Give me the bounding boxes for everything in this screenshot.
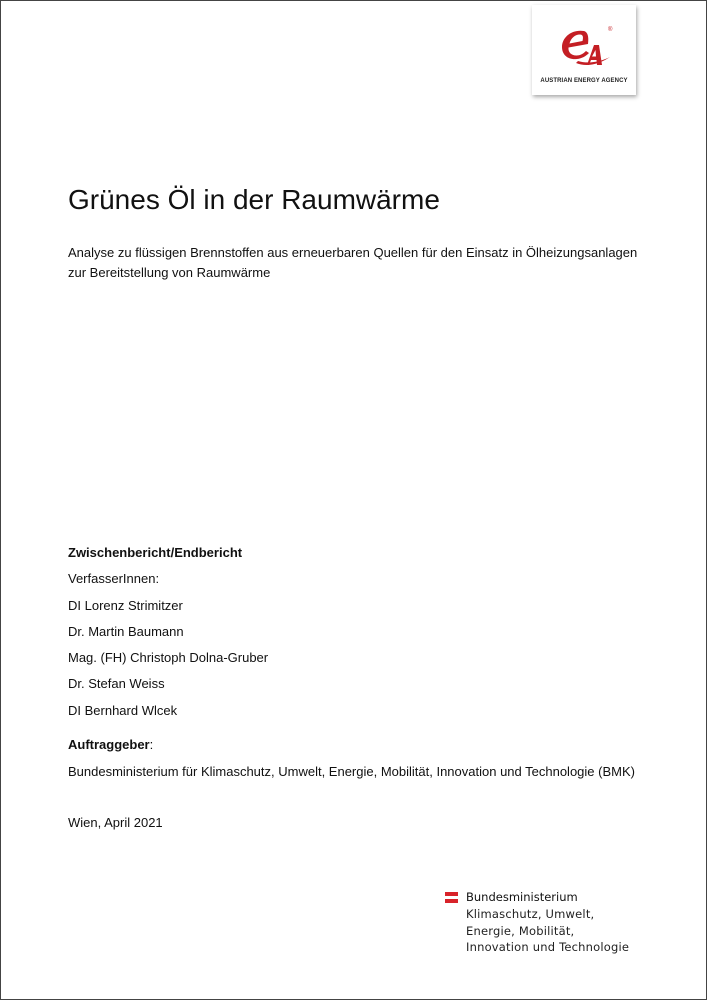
client-colon: :: [149, 737, 154, 752]
place-date: Wien, April 2021: [68, 815, 163, 830]
report-type: Zwischenbericht/Endbericht: [68, 545, 243, 560]
report-title: Grünes Öl in der Raumwärme: [68, 184, 440, 215]
author-item: DI Lorenz Strimitzer: [68, 598, 183, 613]
report-subtitle: Analyse zu flüssigen Brennstoffen aus erneuerbaren Quellen für den Einsatz in Ölheizungsanlagen zur Bereitstellung von Raumwärme: [68, 245, 638, 280]
austrian-energy-agency-logo: [532, 5, 636, 95]
ministry-line: Energie, Mobilität,: [466, 924, 575, 938]
author-item: DI Bernhard Wlcek: [68, 703, 178, 718]
logo-caption: AUSTRIAN ENERGY AGENCY: [540, 78, 628, 84]
author-item: Dr. Stefan Weiss: [68, 676, 165, 691]
ministry-line: Innovation und Technologie: [466, 940, 630, 954]
client-label: Auftraggeber: [68, 737, 150, 752]
client-name: Bundesministerium für Klimaschutz, Umwelt, Energie, Mobilität, Innovation und Technologie (BMK): [68, 764, 635, 779]
client-heading: [68, 737, 153, 752]
authors-label: VerfasserInnen:: [68, 571, 160, 586]
author-item: Dr. Martin Baumann: [68, 624, 184, 639]
author-item: Mag. (FH) Christoph Dolna-Gruber: [68, 650, 269, 665]
energy-agency-emblem-icon: [554, 23, 614, 69]
ministry-name: Bundesministerium: [466, 890, 578, 904]
ministry-line: Klimaschutz, Umwelt,: [466, 907, 595, 921]
registered-mark: ®: [608, 27, 613, 33]
austrian-flag-icon: [445, 892, 458, 903]
